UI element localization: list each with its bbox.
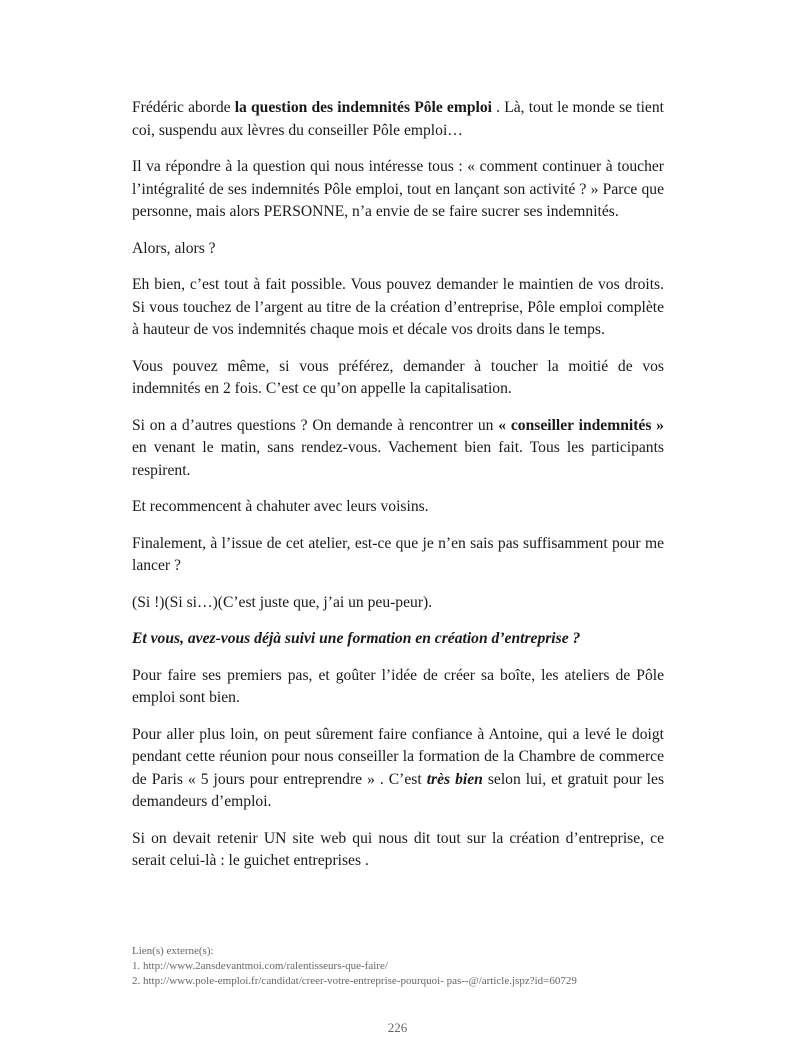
link-item-1[interactable]: 1. http://www.2ansdevantmoi.com/ralentisseurs-que-faire/: [132, 960, 388, 972]
paragraph-12: Si on devait retenir UN site web qui nous dit tout sur la création d’entreprise, ce serait celui-là : le guichet entreprises .: [132, 829, 664, 869]
bold-phrase: « conseiller indemnités »: [498, 416, 664, 434]
page-number: 226: [387, 1020, 408, 1035]
paragraph-7: Et recommencent à chahuter avec leurs voisins.: [132, 498, 429, 515]
paragraph-11: Pour aller plus loin, on peut sûrement faire confiance à Antoine, qui a levé le doigt pendant cette réunion pour nous conseiller la formation de la Chambre de commerce de Paris « 5 jours pour entreprendre » . C’est très bien selon lui, et gratuit pour les demandeurs d’emploi.: [132, 725, 665, 810]
paragraph-10: Pour faire ses premiers pas, et goûter l’idée de créer sa boîte, les ateliers de Pôle emploi sont bien.: [132, 666, 664, 706]
paragraph-2: Il va répondre à la question qui nous intéresse tous : « comment continuer à toucher l’intégralité de ses indemnités Pôle emploi, tout en lançant son activité ? » Parce que personne, mais alors PERSONNE, n’a envie de se faire sucrer ses indemnités.: [132, 158, 664, 220]
page-body: [132, 97, 664, 887]
external-links: [132, 944, 692, 989]
bold-italic-phrase: très bien: [426, 770, 483, 788]
paragraph-3: Alors, alors ?: [132, 239, 216, 257]
paragraph-8: Finalement, à l’issue de cet atelier, est-ce que je n’en sais pas suffisamment pour me lancer ?: [132, 534, 664, 574]
paragraph-5: Vous pouvez même, si vous préférez, demander à toucher la moitié de vos indemnités en 2 fois. C’est ce qu’on appelle la capitalisation.: [132, 357, 664, 397]
section-question: Et vous, avez-vous déjà suivi une formation en création d’entreprise ?: [132, 630, 581, 647]
paragraph-1: Frédéric aborde la question des indemnités Pôle emploi . Là, tout le monde se tient coi, suspendu aux lèvres du conseiller Pôle emploi…: [132, 99, 664, 139]
link-item-2[interactable]: 2. http://www.pole-emploi.fr/candidat/creer-votre-entreprise-pourquoi- pas--@/article.jspz?id=60729: [132, 975, 577, 987]
paragraph-9: (Si !)(Si si…)(C’est juste que, j’ai un peu-peur).: [132, 593, 433, 611]
bold-phrase: la question des indemnités Pôle emploi: [234, 99, 492, 116]
paragraph-4: Eh bien, c’est tout à fait possible. Vous pouvez demander le maintien de vos droits. Si vous touchez de l’argent au titre de la création d’entreprise, Pôle emploi complète à hauteur de vos indemnités chaque mois et décale vos droits dans le temps.: [132, 276, 664, 338]
paragraph-6: Si on a d’autres questions ? On demande à rencontrer un « conseiller indemnités » en venant le matin, sans rendez-vous. Vachement bien fait. Tous les participants respirent.: [132, 416, 664, 479]
links-heading: Lien(s) externe(s):: [132, 945, 214, 957]
